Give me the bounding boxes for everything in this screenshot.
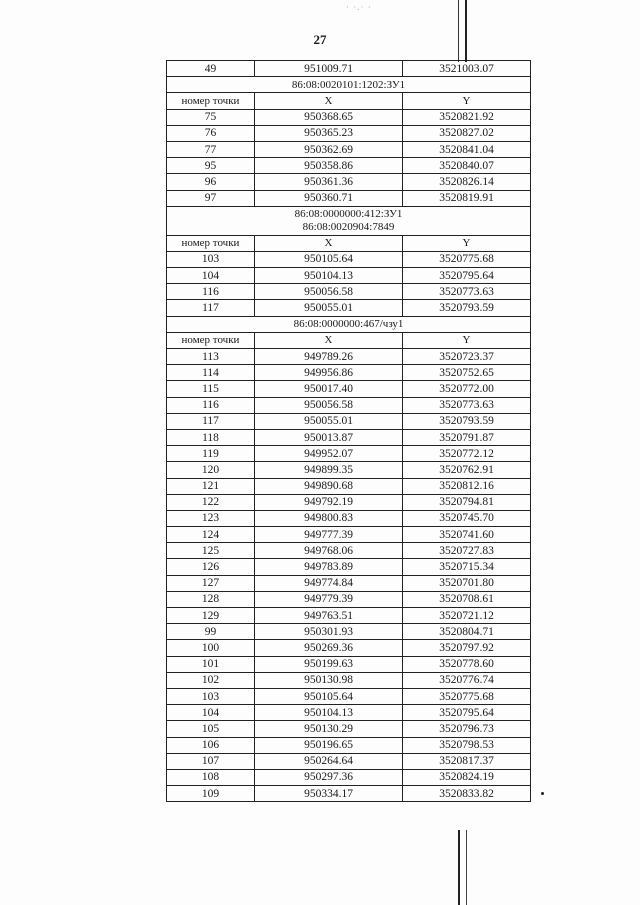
table-row xyxy=(167,251,531,267)
point-number-cell: 119 xyxy=(167,446,255,462)
coordinates-table-body xyxy=(167,61,531,802)
point-number-cell: 77 xyxy=(167,141,255,157)
table-row xyxy=(167,190,531,206)
y-header: Y xyxy=(403,332,531,348)
table-row xyxy=(167,575,531,591)
x-coordinate-cell: 950056.58 xyxy=(255,397,403,413)
x-coordinate-cell: 949774.84 xyxy=(255,575,403,591)
point-number-cell: 104 xyxy=(167,705,255,721)
table-row xyxy=(167,510,531,526)
y-coordinate-cell: 3520833.82 xyxy=(403,786,531,802)
table-row xyxy=(167,158,531,174)
y-coordinate-cell: 3520773.63 xyxy=(403,284,531,300)
x-header: X xyxy=(255,235,403,251)
y-coordinate-cell: 3520708.61 xyxy=(403,591,531,607)
x-coordinate-cell: 950130.98 xyxy=(255,672,403,688)
y-coordinate-cell: 3520841.04 xyxy=(403,141,531,157)
point-number-cell: 123 xyxy=(167,510,255,526)
table-row xyxy=(167,349,531,365)
point-number-cell: 126 xyxy=(167,559,255,575)
y-coordinate-cell: 3521003.07 xyxy=(403,61,531,77)
table-row xyxy=(167,429,531,445)
table-row xyxy=(167,462,531,478)
y-coordinate-cell: 3520793.59 xyxy=(403,300,531,316)
table-row xyxy=(167,656,531,672)
y-coordinate-cell: 3520778.60 xyxy=(403,656,531,672)
section-title-row xyxy=(167,316,531,332)
y-coordinate-cell: 3520798.53 xyxy=(403,737,531,753)
x-coordinate-cell: 950360.71 xyxy=(255,190,403,206)
y-coordinate-cell: 3520795.64 xyxy=(403,705,531,721)
y-header: Y xyxy=(403,235,531,251)
point-number-cell: 106 xyxy=(167,737,255,753)
x-coordinate-cell: 950104.13 xyxy=(255,705,403,721)
y-coordinate-cell: 3520819.91 xyxy=(403,190,531,206)
y-coordinate-cell: 3520715.34 xyxy=(403,559,531,575)
table-row xyxy=(167,721,531,737)
point-number-header: номер точки xyxy=(167,332,255,348)
table-row xyxy=(167,527,531,543)
x-coordinate-cell: 950055.01 xyxy=(255,413,403,429)
x-coordinate-cell: 949800.83 xyxy=(255,510,403,526)
point-number-cell: 116 xyxy=(167,284,255,300)
coordinates-table xyxy=(166,60,531,802)
point-number-cell: 124 xyxy=(167,527,255,543)
table-row xyxy=(167,705,531,721)
y-coordinate-cell: 3520794.81 xyxy=(403,494,531,510)
table-row xyxy=(167,494,531,510)
table-row xyxy=(167,284,531,300)
y-coordinate-cell: 3520721.12 xyxy=(403,608,531,624)
point-number-header: номер точки xyxy=(167,93,255,109)
point-number-cell: 127 xyxy=(167,575,255,591)
table-row xyxy=(167,300,531,316)
x-coordinate-cell: 950199.63 xyxy=(255,656,403,672)
point-number-cell: 107 xyxy=(167,753,255,769)
x-coordinate-cell: 949789.26 xyxy=(255,349,403,365)
cadastral-number: 86:08:0000000:467/чзу1 xyxy=(293,318,404,331)
table-row xyxy=(167,753,531,769)
y-coordinate-cell: 3520745.70 xyxy=(403,510,531,526)
point-number-cell: 122 xyxy=(167,494,255,510)
y-coordinate-cell: 3520762.91 xyxy=(403,462,531,478)
y-coordinate-cell: 3520752.65 xyxy=(403,365,531,381)
table-row xyxy=(167,640,531,656)
point-number-cell: 103 xyxy=(167,688,255,704)
y-coordinate-cell: 3520812.16 xyxy=(403,478,531,494)
table-row xyxy=(167,268,531,284)
cadastral-number-cell xyxy=(167,206,531,235)
y-coordinate-cell: 3520817.37 xyxy=(403,753,531,769)
y-coordinate-cell: 3520727.83 xyxy=(403,543,531,559)
section-title-row xyxy=(167,206,531,235)
x-coordinate-cell: 949956.86 xyxy=(255,365,403,381)
cadastral-number: 86:08:0000000:412:ЗУ1 xyxy=(294,207,403,220)
table-row xyxy=(167,608,531,624)
y-coordinate-cell: 3520772.12 xyxy=(403,446,531,462)
x-coordinate-cell: 949777.39 xyxy=(255,527,403,543)
section-title-row xyxy=(167,77,531,93)
table-row xyxy=(167,109,531,125)
point-number-cell: 129 xyxy=(167,608,255,624)
table-row xyxy=(167,381,531,397)
table-row xyxy=(167,559,531,575)
table-row xyxy=(167,174,531,190)
table-row xyxy=(167,737,531,753)
x-header: X xyxy=(255,93,403,109)
point-number-cell: 117 xyxy=(167,300,255,316)
y-coordinate-cell: 3520826.14 xyxy=(403,174,531,190)
header-row xyxy=(167,235,531,251)
cadastral-number-cell xyxy=(167,77,531,93)
page-number: 27 xyxy=(313,32,327,47)
scan-noise: · ·.· · xyxy=(346,2,372,12)
y-header: Y xyxy=(403,93,531,109)
table-row xyxy=(167,672,531,688)
y-coordinate-cell: 3520775.68 xyxy=(403,251,531,267)
cadastral-number: 86:08:0020904:7849 xyxy=(302,220,395,233)
point-number-cell: 97 xyxy=(167,190,255,206)
point-number-cell: 104 xyxy=(167,268,255,284)
x-coordinate-cell: 949779.39 xyxy=(255,591,403,607)
table-row xyxy=(167,688,531,704)
point-number-cell: 99 xyxy=(167,624,255,640)
y-coordinate-cell: 3520791.87 xyxy=(403,429,531,445)
x-coordinate-cell: 950334.17 xyxy=(255,786,403,802)
x-coordinate-cell: 950104.13 xyxy=(255,268,403,284)
table-row xyxy=(167,446,531,462)
x-coordinate-cell: 950297.36 xyxy=(255,769,403,785)
table-row xyxy=(167,125,531,141)
point-number-cell: 114 xyxy=(167,365,255,381)
table-row xyxy=(167,141,531,157)
y-coordinate-cell: 3520775.68 xyxy=(403,688,531,704)
x-coordinate-cell: 950301.93 xyxy=(255,624,403,640)
y-coordinate-cell: 3520776.74 xyxy=(403,672,531,688)
table-row xyxy=(167,624,531,640)
x-coordinate-cell: 950105.64 xyxy=(255,251,403,267)
x-coordinate-cell: 950056.58 xyxy=(255,284,403,300)
point-number-cell: 121 xyxy=(167,478,255,494)
x-coordinate-cell: 949899.35 xyxy=(255,462,403,478)
y-coordinate-cell: 3520797.92 xyxy=(403,640,531,656)
x-coordinate-cell: 949890.68 xyxy=(255,478,403,494)
y-coordinate-cell: 3520827.02 xyxy=(403,125,531,141)
x-coordinate-cell: 951009.71 xyxy=(255,61,403,77)
x-header: X xyxy=(255,332,403,348)
y-coordinate-cell: 3520795.64 xyxy=(403,268,531,284)
y-coordinate-cell: 3520741.60 xyxy=(403,527,531,543)
scan-speck xyxy=(541,792,544,795)
x-coordinate-cell: 950361.36 xyxy=(255,174,403,190)
x-coordinate-cell: 950055.01 xyxy=(255,300,403,316)
point-number-cell: 75 xyxy=(167,109,255,125)
y-coordinate-cell: 3520701.80 xyxy=(403,575,531,591)
point-number-cell: 115 xyxy=(167,381,255,397)
scan-binding-mark-top xyxy=(458,0,467,62)
point-number-cell: 102 xyxy=(167,672,255,688)
x-coordinate-cell: 950269.36 xyxy=(255,640,403,656)
point-number-cell: 128 xyxy=(167,591,255,607)
point-number-cell: 76 xyxy=(167,125,255,141)
point-number-cell: 117 xyxy=(167,413,255,429)
x-coordinate-cell: 950358.86 xyxy=(255,158,403,174)
y-coordinate-cell: 3520793.59 xyxy=(403,413,531,429)
table-row xyxy=(167,591,531,607)
y-coordinate-cell: 3520773.63 xyxy=(403,397,531,413)
x-coordinate-cell: 950017.40 xyxy=(255,381,403,397)
x-coordinate-cell: 950264.64 xyxy=(255,753,403,769)
x-coordinate-cell: 950362.69 xyxy=(255,141,403,157)
point-number-cell: 118 xyxy=(167,429,255,445)
point-number-header: номер точки xyxy=(167,235,255,251)
x-coordinate-cell: 949792.19 xyxy=(255,494,403,510)
x-coordinate-cell: 949952.07 xyxy=(255,446,403,462)
x-coordinate-cell: 950365.23 xyxy=(255,125,403,141)
table-row xyxy=(167,769,531,785)
point-number-cell: 108 xyxy=(167,769,255,785)
point-number-cell: 109 xyxy=(167,786,255,802)
y-coordinate-cell: 3520796.73 xyxy=(403,721,531,737)
x-coordinate-cell: 950368.65 xyxy=(255,109,403,125)
x-coordinate-cell: 950013.87 xyxy=(255,429,403,445)
y-coordinate-cell: 3520840.07 xyxy=(403,158,531,174)
x-coordinate-cell: 949768.06 xyxy=(255,543,403,559)
y-coordinate-cell: 3520804.71 xyxy=(403,624,531,640)
point-number-cell: 100 xyxy=(167,640,255,656)
table-row xyxy=(167,397,531,413)
y-coordinate-cell: 3520821.92 xyxy=(403,109,531,125)
table-row xyxy=(167,413,531,429)
y-coordinate-cell: 3520824.19 xyxy=(403,769,531,785)
header-row xyxy=(167,93,531,109)
point-number-cell: 49 xyxy=(167,61,255,77)
table-row xyxy=(167,365,531,381)
x-coordinate-cell: 950196.65 xyxy=(255,737,403,753)
point-number-cell: 103 xyxy=(167,251,255,267)
point-number-cell: 116 xyxy=(167,397,255,413)
point-number-cell: 120 xyxy=(167,462,255,478)
table-row xyxy=(167,786,531,802)
header-row xyxy=(167,332,531,348)
table-row xyxy=(167,543,531,559)
point-number-cell: 105 xyxy=(167,721,255,737)
point-number-cell: 125 xyxy=(167,543,255,559)
x-coordinate-cell: 950105.64 xyxy=(255,688,403,704)
point-number-cell: 96 xyxy=(167,174,255,190)
point-number-cell: 95 xyxy=(167,158,255,174)
cadastral-number-cell xyxy=(167,316,531,332)
point-number-cell: 101 xyxy=(167,656,255,672)
y-coordinate-cell: 3520772.00 xyxy=(403,381,531,397)
x-coordinate-cell: 949783.89 xyxy=(255,559,403,575)
y-coordinate-cell: 3520723.37 xyxy=(403,349,531,365)
cadastral-number: 86:08:0020101:1202:ЗУ1 xyxy=(291,78,406,91)
scan-binding-mark-bottom xyxy=(458,830,467,905)
point-number-cell: 113 xyxy=(167,349,255,365)
table-row xyxy=(167,61,531,77)
x-coordinate-cell: 950130.29 xyxy=(255,721,403,737)
x-coordinate-cell: 949763.51 xyxy=(255,608,403,624)
table-row xyxy=(167,478,531,494)
